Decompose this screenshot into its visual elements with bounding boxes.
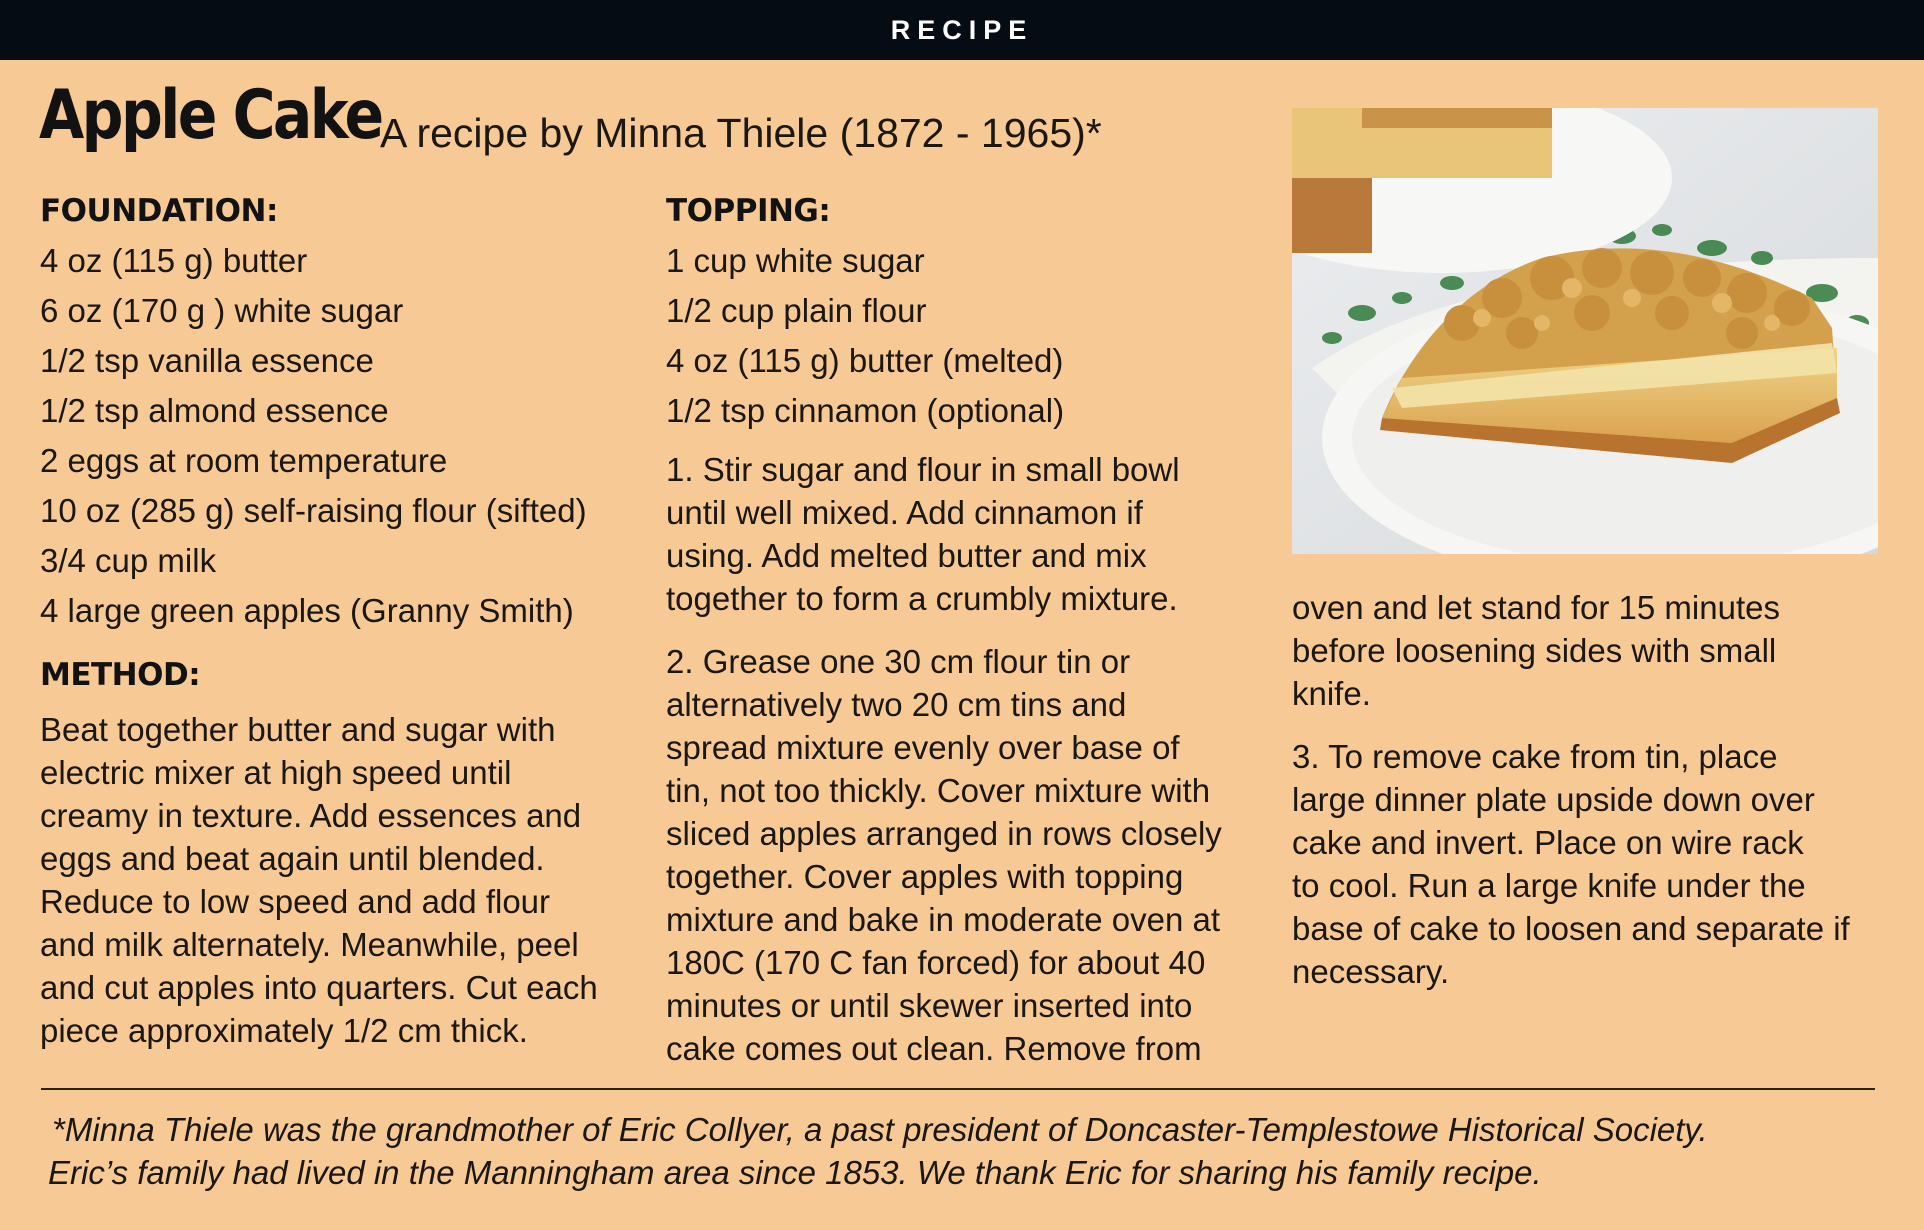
column-foundation-method — [40, 186, 630, 1052]
step-line: oven and let stand for 15 minutes — [1292, 589, 1780, 626]
recipe-subtitle: A recipe by Minna Thiele (1872 - 1965)* — [380, 110, 1102, 156]
footnote-line: Eric’s family had lived in the Manningham area since 1853. We thank Eric for sharing his family recipe. — [48, 1154, 1542, 1191]
step-line: base of cake to loosen and separate if — [1292, 910, 1850, 947]
step-line: minutes or until skewer inserted into — [666, 987, 1193, 1024]
step-line: spread mixture evenly over base of — [666, 729, 1180, 766]
footnote-line: *Minna Thiele was the grandmother of Eric Collyer, a past president of Doncaster-Templestowe Historical Society. — [52, 1111, 1708, 1148]
method-line: and milk alternately. Meanwhile, peel — [40, 926, 579, 963]
ingredient-item: 4 oz (115 g) butter (melted) — [666, 342, 1064, 379]
step-2-paragraph — [666, 640, 1256, 1070]
step-line: 1. Stir sugar and flour in small bowl — [666, 451, 1180, 488]
cake-illustration — [1292, 108, 1878, 554]
ingredient-item: 1/2 tsp cinnamon (optional) — [666, 392, 1065, 429]
footnote — [48, 1108, 1892, 1194]
step-line: large dinner plate upside down over — [1292, 781, 1815, 818]
footnote-divider — [41, 1088, 1875, 1090]
ingredient-item: 6 oz (170 g ) white sugar — [40, 292, 404, 329]
step-line: cake and invert. Place on wire rack — [1292, 824, 1804, 861]
method-line: electric mixer at high speed until — [40, 754, 512, 791]
method-heading: METHOD: — [40, 657, 201, 693]
section-banner — [0, 0, 1924, 60]
step-line: knife. — [1292, 675, 1371, 712]
method-line: Beat together butter and sugar with — [40, 711, 556, 748]
method-paragraph — [40, 708, 630, 1052]
topping-heading: TOPPING: — [666, 193, 831, 229]
step-line: mixture and bake in moderate oven at — [666, 901, 1220, 938]
method-line: and cut apples into quarters. Cut each — [40, 969, 598, 1006]
apple-cake-photo — [1292, 108, 1878, 554]
method-line: piece approximately 1/2 cm thick. — [40, 1012, 528, 1049]
step-line: tin, not too thickly. Cover mixture with — [666, 772, 1211, 809]
foundation-list — [40, 236, 630, 636]
ingredient-item: 1/2 tsp vanilla essence — [40, 342, 374, 379]
step-3-paragraph — [1292, 735, 1882, 993]
ingredient-item: 1/2 tsp almond essence — [40, 392, 389, 429]
step-line: together to form a crumbly mixture. — [666, 580, 1178, 617]
foundation-heading: FOUNDATION: — [40, 193, 278, 229]
step-line: alternatively two 20 cm tins and — [666, 686, 1127, 723]
step-1-paragraph — [666, 448, 1256, 620]
ingredient-item: 10 oz (285 g) self-raising flour (sifted) — [40, 492, 587, 529]
recipe-title: Apple Cake — [39, 76, 382, 155]
ingredient-item: 1 cup white sugar — [666, 242, 925, 279]
title-row — [39, 76, 437, 155]
step-line: 3. To remove cake from tin, place — [1292, 738, 1778, 775]
step-line: cake comes out clean. Remove from — [666, 1030, 1202, 1067]
ingredient-item: 1/2 cup plain flour — [666, 292, 927, 329]
method-line: eggs and beat again until blended. — [40, 840, 545, 877]
ingredient-item: 3/4 cup milk — [40, 542, 217, 579]
step-line: until well mixed. Add cinnamon if — [666, 494, 1143, 531]
step-line: 180C (170 C fan forced) for about 40 — [666, 944, 1206, 981]
step-line: together. Cover apples with topping — [666, 858, 1184, 895]
step-line: before loosening sides with small — [1292, 632, 1777, 669]
step-line: using. Add melted butter and mix — [666, 537, 1147, 574]
method-line: creamy in texture. Add essences and — [40, 797, 582, 834]
step-line: 2. Grease one 30 cm flour tin or — [666, 643, 1131, 680]
step-line: sliced apples arranged in rows closely — [666, 815, 1222, 852]
column-topping — [666, 186, 1256, 1070]
ingredient-item: 4 large green apples (Granny Smith) — [40, 592, 574, 629]
column-continued — [1292, 586, 1882, 993]
banner-label: RECIPE — [890, 14, 1034, 45]
step-line: to cool. Run a large knife under the — [1292, 867, 1806, 904]
method-line: Reduce to low speed and add flour — [40, 883, 551, 920]
ingredient-item: 4 oz (115 g) butter — [40, 242, 308, 279]
step-line: necessary. — [1292, 953, 1450, 990]
ingredient-item: 2 eggs at room temperature — [40, 442, 448, 479]
topping-list — [666, 236, 1256, 436]
step-2-continued-paragraph — [1292, 586, 1882, 715]
